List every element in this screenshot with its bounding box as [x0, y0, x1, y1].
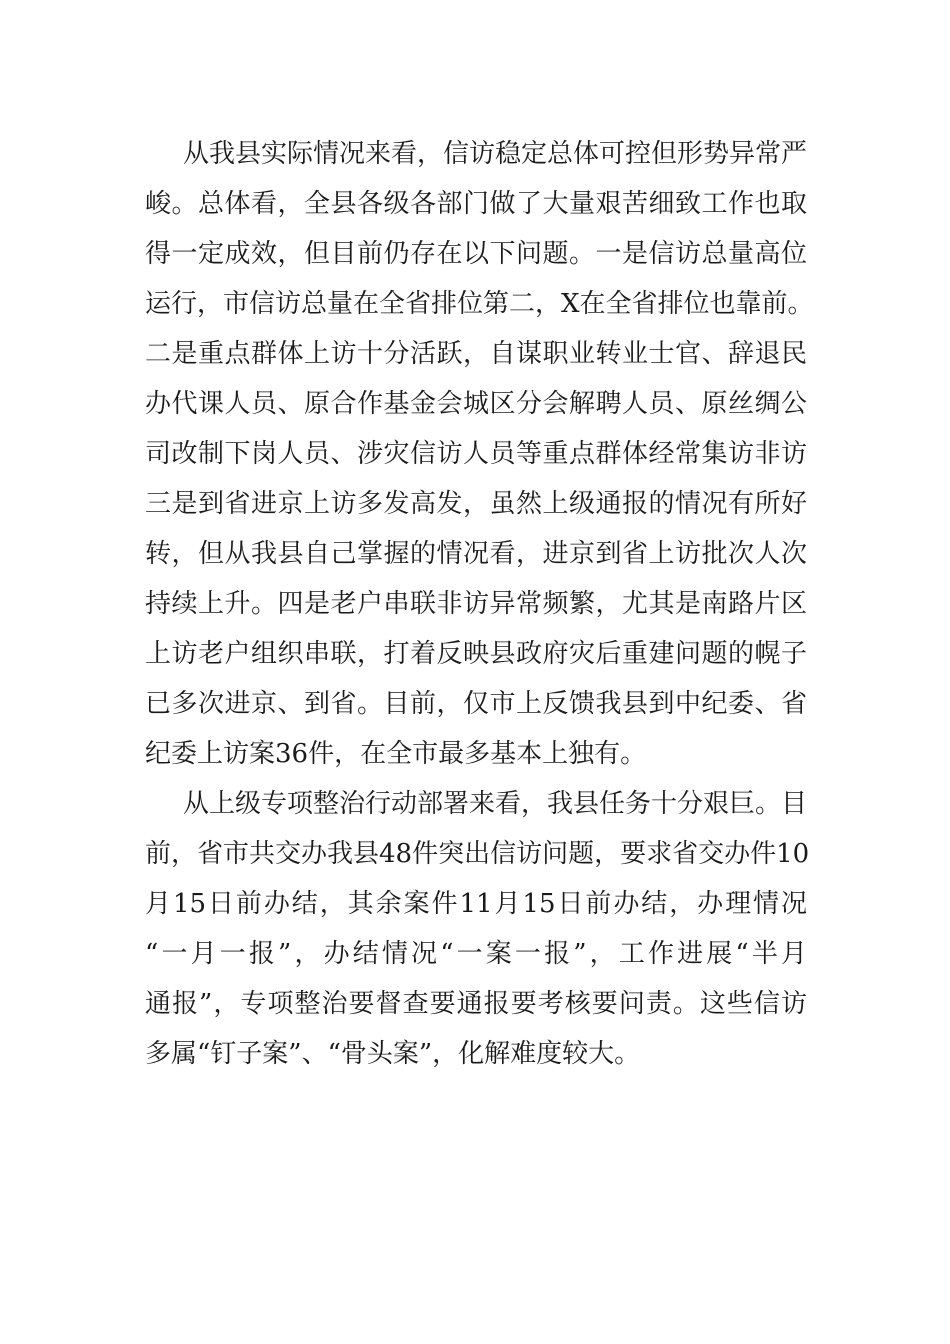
paragraph-1-line-6: 办代课人员、原合作基金会城区分会解聘人员、原丝绸公	[145, 389, 807, 419]
paragraph-1-line-13: 纪委上访案36件，在全市最多基本上独有。	[145, 739, 647, 769]
paragraph-2-line-3: 月15日前办结，其余案件11月15日前办结，办理情况	[145, 889, 807, 919]
paragraph-2-line-6: 多属“钉子案”、“骨头案”，化解难度较大。	[145, 1039, 641, 1069]
paragraph-2-line-5: 通报”，专项整治要督查要通报要考核要问责。这些信访	[145, 989, 807, 1019]
paragraph-2-line-4: “一月一报”，办结情况“一案一报”，工作进展“半月	[145, 939, 807, 969]
paragraph-2-line-1: 从上级专项整治行动部署来看，我县任务十分艰巨。目	[183, 789, 808, 819]
paragraph-2-line-2: 前，省市共交办我县48件突出信访问题，要求省交办件10	[145, 839, 810, 869]
paragraph-1-line-1: 从我县实际情况来看，信访稳定总体可控但形势异常严	[183, 139, 808, 169]
paragraph-1-line-11: 上访老户组织串联，打着反映县政府灾后重建问题的幌子	[145, 639, 807, 669]
paragraph-1-line-8: 三是到省进京上访多发高发，虽然上级通报的情况有所好	[145, 489, 807, 519]
paragraph-1-line-4: 运行，市信访总量在全省排位第二，X在全省排位也靠前。	[145, 289, 814, 319]
paragraph-1-line-12: 已多次进京、到省。目前，仅市上反馈我县到中纪委、省	[145, 689, 807, 719]
paragraph-1-line-3: 得一定成效，但目前仍存在以下问题。一是信访总量高位	[145, 239, 807, 269]
paragraph-1-line-10: 持续上升。四是老户串联非访异常频繁，尤其是南路片区	[145, 589, 807, 619]
paragraph-1-line-7: 司改制下岗人员、涉灾信访人员等重点群体经常集访非访	[145, 439, 807, 469]
paragraph-1-line-2: 峻。总体看，全县各级各部门做了大量艰苦细致工作也取	[145, 189, 807, 219]
paragraph-1-line-9: 转，但从我县自己掌握的情况看，进京到省上访批次人次	[145, 539, 807, 569]
paragraph-1-line-5: 二是重点群体上访十分活跃，自谋职业转业士官、辞退民	[145, 339, 807, 369]
